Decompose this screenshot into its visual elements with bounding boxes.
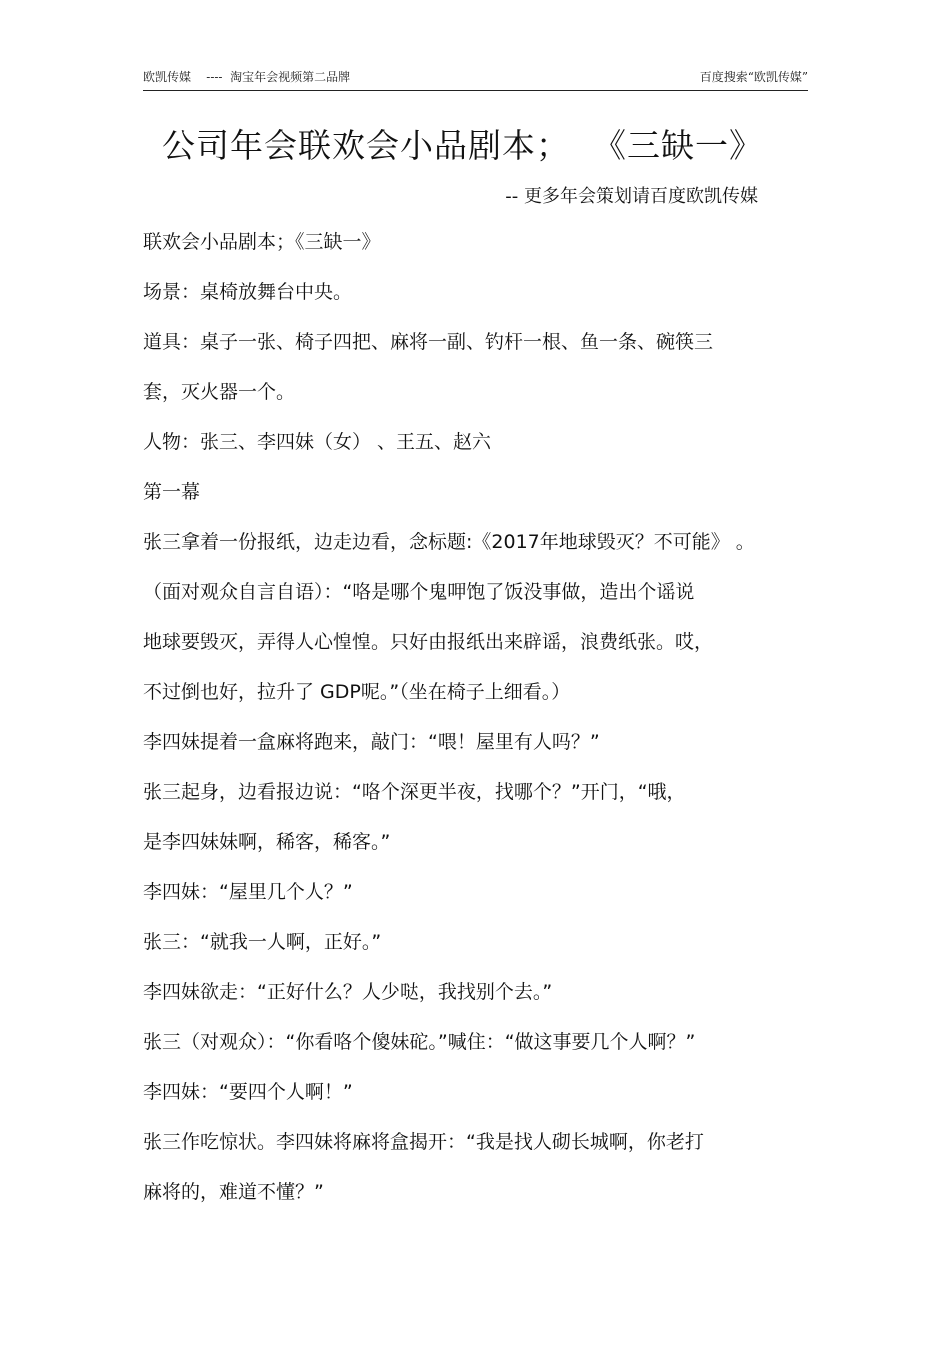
body-line: 联欢会小品剧本；《三缺一》 [143,231,381,253]
body-line: 不过倒也好，拉升了 GDP呢。”（坐在椅子上细看。） [143,681,571,703]
body-line: 套，灭火器一个。 [143,381,296,403]
body-line: 张三：“就我一人啊，正好。” [143,931,382,953]
body-line: 麻将的，难道不懂？” [143,1181,324,1203]
body-line: 张三拿着一份报纸，边走边看，念标题:《2017年地球毁灭？不可能》 。 [143,531,755,553]
body-line: 李四妹：“屋里几个人？” [143,881,353,903]
body-line: 张三起身，边看报边说：“咯个深更半夜，找哪个？”开门，“哦， [143,781,686,803]
body-line: 张三（对观众）：“你看咯个傻妹砣。”喊住：“做这事要几个人啊？” [143,1031,696,1053]
header-left-text: 欧凯传媒 ---- 淘宝年会视频第二品牌 [143,70,351,84]
body-line: （面对观众自言自语）：“咯是哪个鬼呷饱了饭没事做，造出个谣说 [143,581,695,603]
body-line: 场景：桌椅放舞台中央。 [143,281,353,303]
body-line: 李四妹欲走：“正好什么？人少哒，我找别个去。” [143,981,553,1003]
script-body [143,226,813,1226]
header-right-text: 百度搜索“欧凯传媒” [699,70,808,84]
body-line: 道具：桌子一张、椅子四把、麻将一副、钓杆一根、鱼一条、碗筷三 [143,331,714,353]
body-line: 地球要毁灭，弄得人心惶惶。只好由报纸出来辟谣，浪费纸张。哎， [143,631,714,653]
body-line: 第一幕 [143,481,201,503]
body-line: 是李四妹妹啊，稀客，稀客。” [143,831,391,853]
body-line: 张三作吃惊状。李四妹将麻将盒揭开：“我是找人砌长城啊，你老打 [143,1131,704,1153]
body-line: 李四妹提着一盒麻将跑来，敲门：“喂！屋里有人吗？” [143,731,600,753]
page-header [143,64,808,91]
document-subtitle: -- 更多年会策划请百度欧凯传媒 [505,186,758,207]
body-line: 人物：张三、李四妹（女） 、王五、赵六 [143,431,492,453]
body-line: 李四妹：“要四个人啊！” [143,1081,353,1103]
document-title: 公司年会联欢会小品剧本； 《三缺一》 [162,126,763,165]
